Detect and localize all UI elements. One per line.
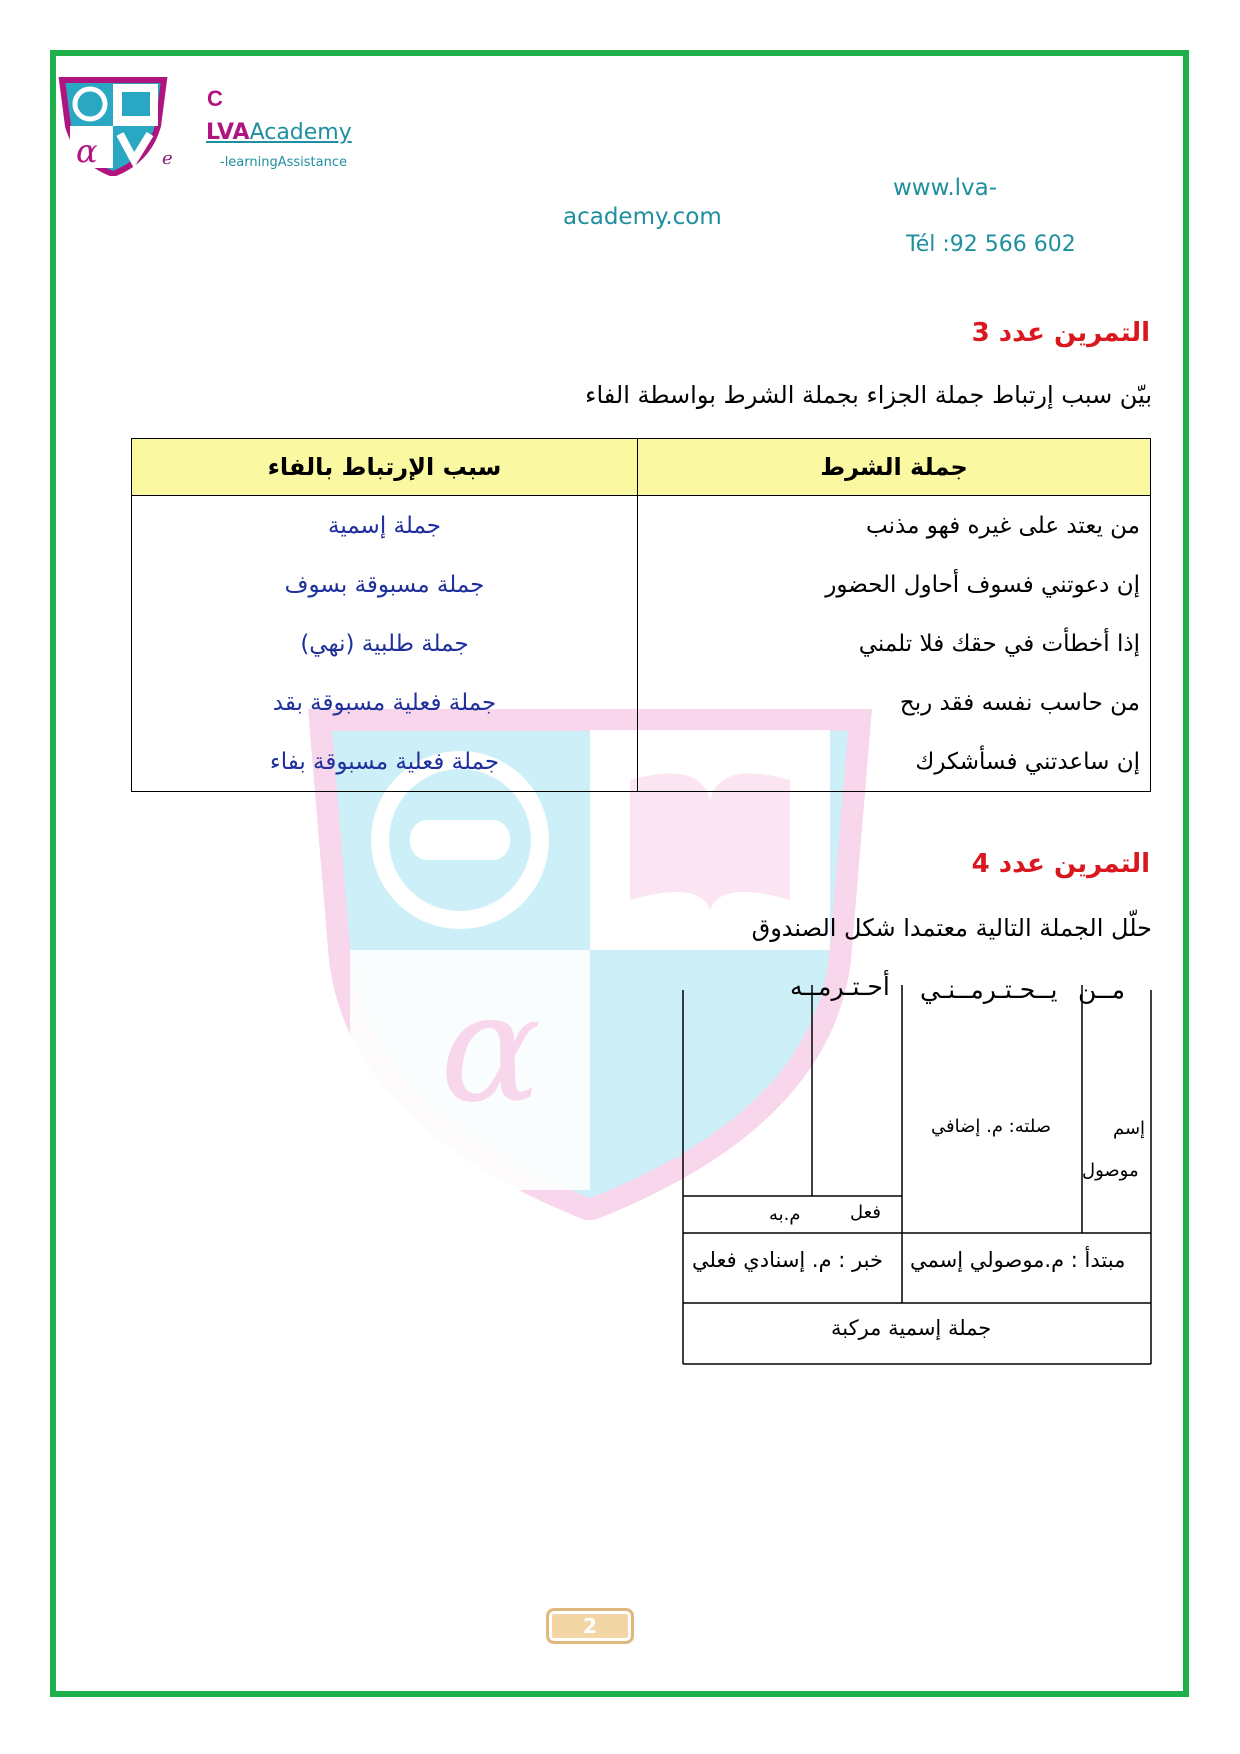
condition-cell: من يعتد على غيره فهو مذنب	[638, 496, 1151, 556]
parse-word-man: مــن	[1078, 975, 1126, 1004]
header-condition: جملة الشرط	[638, 439, 1151, 496]
exercise-3-title: التمرين عدد 3	[971, 318, 1150, 348]
label-fiil: فعل	[850, 1202, 881, 1223]
label-mawsul: موصول	[1082, 1160, 1139, 1181]
reason-cell: جملة مسبوقة بسوف	[132, 555, 638, 614]
page-number-badge: 2	[546, 1608, 634, 1644]
exercise-3-instruction: بيّن سبب إرتباط جملة الجزاء بجملة الشرط بواسطة الفاء	[585, 381, 1152, 409]
logo-c-letter: C	[207, 86, 223, 111]
label-sila: صلته: م. إضافي	[931, 1116, 1052, 1137]
label-jumla: جملة إسمية مركبة	[831, 1316, 992, 1340]
parse-word-ahtarimuhu: أحـتـرمــه	[790, 972, 890, 1001]
website-line-1: www.lva-	[893, 175, 998, 201]
header-reason: سبب الإرتباط بالفاء	[132, 439, 638, 496]
reason-cell: جملة طلبية (نهي)	[132, 614, 638, 673]
brand-suffix: Academy	[249, 120, 352, 145]
svg-text:α: α	[440, 962, 542, 1136]
svg-text:α: α	[76, 132, 98, 170]
label-mubtada: مبتدأ : م.موصولي إسمي	[910, 1248, 1126, 1272]
website-line-2: academy.com	[563, 204, 722, 230]
exercise-4-title: التمرين عدد 4	[971, 849, 1150, 879]
condition-cell: إن دعوتني فسوف أحاول الحضور	[638, 555, 1151, 614]
exercise-4-instruction: حلّل الجملة التالية معتمدا شكل الصندوق	[751, 914, 1152, 942]
phone-number: Tél :92 566 602	[906, 232, 1076, 257]
label-mafoul-bihi: م.به	[769, 1204, 801, 1225]
brand-prefix: LVA	[206, 120, 250, 145]
label-ism: إسم	[1113, 1118, 1146, 1139]
reason-cell: جملة فعلية مسبوقة بقد	[132, 673, 638, 732]
brand-subtitle: -learningAssistance	[220, 155, 347, 170]
condition-cell: إذا أخطأت في حقك فلا تلمني	[638, 614, 1151, 673]
logo-e-letter: e	[162, 148, 173, 169]
condition-cell: إن ساعدتني فسأشكرك	[638, 732, 1151, 792]
reason-cell: جملة إسمية	[132, 496, 638, 556]
parse-word-yahtarimuni: يــحـتـرمــنـي	[920, 975, 1058, 1004]
condition-cell: من حاسب نفسه فقد ربح	[638, 673, 1151, 732]
label-khabar: خبر : م. إسنادي فعلي	[692, 1248, 883, 1272]
reason-cell: جملة فعلية مسبوقة بفاء	[132, 732, 638, 792]
